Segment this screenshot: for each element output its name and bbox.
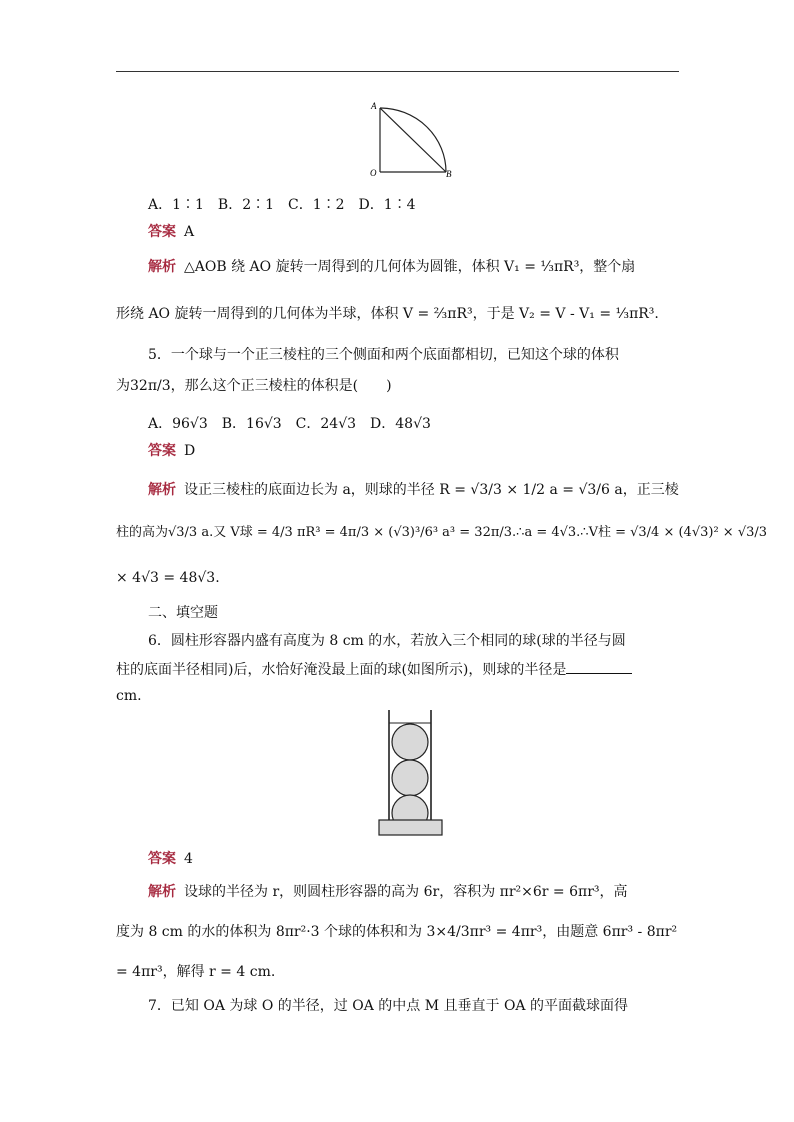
q4-answer: A [184, 224, 195, 240]
container-base [379, 820, 442, 835]
q5-options: A．96√3 B．16√3 C．24√3 D．48√3 [148, 416, 431, 432]
q5-analysis-line-2: 柱的高为√3/3 a.又 V球 = 4/3 πR³ = 4π/3 × (√3)³/6³ a³ = 32π/3.∴a = 4√3.∴V柱 = √3/4 × (4√3)² × √3/3 [116, 525, 768, 540]
analysis-label: 解析 [148, 884, 176, 900]
answer-blank [566, 659, 632, 674]
q4-analysis-line-1: 解析 △AOB 绕 AO 旋转一周得到的几何体为圆锥，体积 V₁ = ⅓πR³，整个扇 [148, 259, 636, 275]
ball-top [392, 724, 428, 760]
q4-analysis-line-2: 形绕 AO 旋转一周得到的几何体为半球，体积 V = ⅔πR³，于是 V₂ = V - V₁ = ⅓πR³. [116, 306, 659, 322]
q7-stem-line-1: 7．已知 OA 为球 O 的半径，过 OA 的中点 M 且垂直于 OA 的平面截球面得 [148, 998, 628, 1014]
q5-analysis-line-3: × 4√3 = 48√3. [116, 570, 220, 586]
section-title: 二、填空题 [148, 605, 218, 621]
q6-analysis-line-3: = 4πr³，解得 r = 4 cm. [116, 964, 276, 980]
q5-answer-line [0, 441, 794, 461]
q5-answer: D [184, 443, 196, 459]
quarter-circle-figure [364, 96, 464, 182]
analysis-label: 解析 [148, 482, 176, 498]
point-o-label: O [370, 168, 377, 178]
cylinder-balls-figure [376, 708, 446, 838]
q6-answer-line [0, 849, 794, 869]
q5-stem-line-2: 为32π/3，那么这个正三棱柱的体积是( ) [116, 378, 392, 394]
answer-label: 答案 [148, 443, 176, 459]
q4-options: A．1∶1 B．2∶1 C．1∶2 D．1∶4 [148, 197, 416, 213]
ball-middle [392, 760, 428, 796]
answer-label: 答案 [148, 851, 176, 867]
q6-answer: 4 [184, 851, 193, 867]
analysis-label: 解析 [148, 259, 176, 275]
q6-stem-line-3: cm. [116, 688, 142, 704]
point-a-label: A [371, 101, 377, 111]
answer-label: 答案 [148, 224, 176, 240]
q6-analysis-line-1: 解析 设球的半径为 r，则圆柱形容器的高为 6r，容积为 πr²×6r = 6πr³，高 [148, 884, 628, 900]
q6-analysis-line-2: 度为 8 cm 的水的体积为 8πr²·3 个球的体积和为 3×4/3πr³ = 4πr³，由题意 6πr³ - 8πr² [116, 924, 678, 940]
point-b-label: B [446, 169, 452, 179]
q5-stem-line-1: 5．一个球与一个正三棱柱的三个侧面和两个底面都相切，已知这个球的体积 [148, 347, 619, 363]
segment-ab [380, 108, 446, 172]
q4-answer-line [0, 222, 794, 242]
header-rule [116, 71, 679, 72]
q5-analysis-line-1: 解析 设正三棱柱的底面边长为 a，则球的半径 R = √3/3 × 1/2 a = √3/6 a，正三棱 [148, 482, 679, 498]
q6-stem-line-2: 柱的底面半径相同)后，水恰好淹没最上面的球(如图所示)，则球的半径是 [0, 659, 794, 680]
q6-stem-line-1: 6．圆柱形容器内盛有高度为 8 cm 的水，若放入三个相同的球(球的半径与圆 [148, 633, 626, 649]
